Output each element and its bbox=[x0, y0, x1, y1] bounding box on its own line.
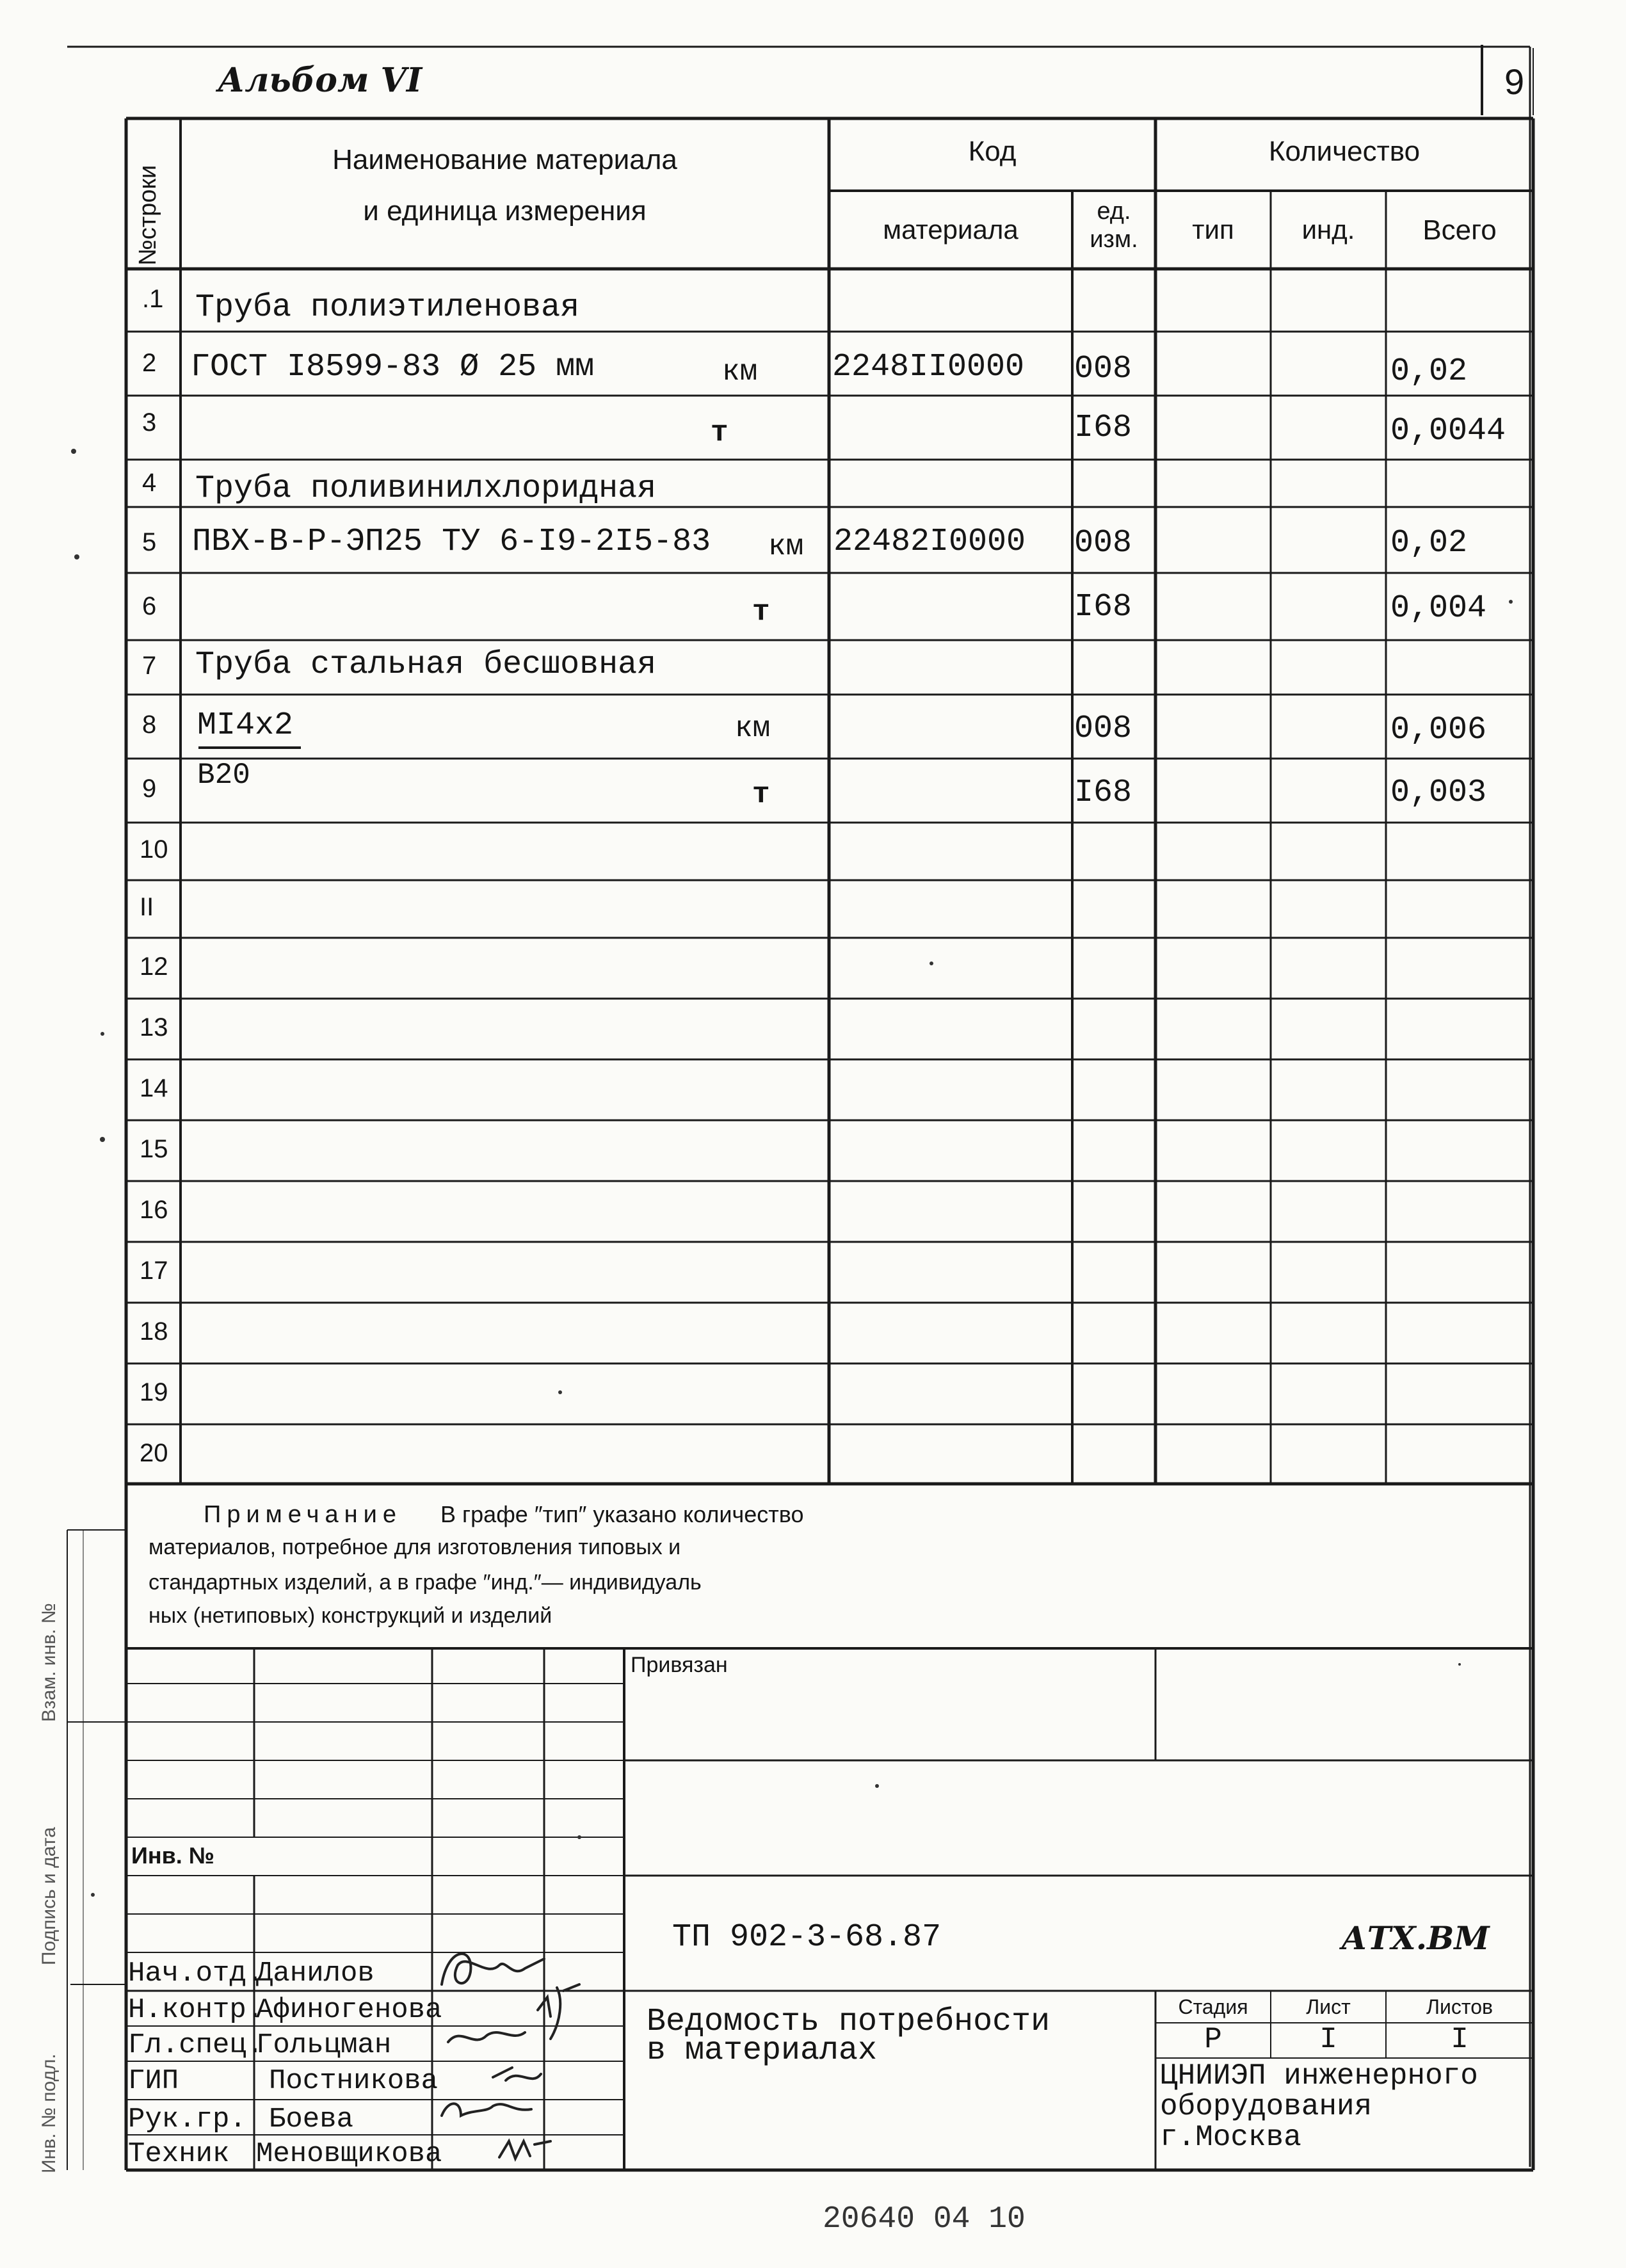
sheets-label: Листов bbox=[1426, 1995, 1493, 2018]
material-name: Труба поливинилхлоридная bbox=[195, 470, 657, 507]
column-name-line2: и единица измерения bbox=[363, 195, 647, 227]
note-line: ных (нетиповых) конструкций и изделий bbox=[149, 1604, 552, 1628]
document-title-line2: в материалах bbox=[647, 2032, 878, 2069]
row-number: 8 bbox=[142, 711, 157, 739]
row-number: II bbox=[140, 893, 154, 921]
material-name: B20 bbox=[197, 759, 250, 792]
row-number: 12 bbox=[140, 953, 168, 981]
note-line: В графе ″тип″ указано количество bbox=[440, 1501, 804, 1527]
column-unit: ед. изм. bbox=[1090, 198, 1138, 253]
role-label: Н.контр. bbox=[128, 1994, 264, 2026]
material-name: Труба стальная бесшовная bbox=[195, 647, 657, 683]
person-name: Афиногенова bbox=[256, 1994, 442, 2026]
row-number: 7 bbox=[142, 652, 157, 680]
row-number: 6 bbox=[142, 592, 157, 620]
material-name: MI4x2 bbox=[197, 707, 294, 744]
project-code: ТП 902-3-68.87 bbox=[672, 1919, 942, 1956]
row-number: .1 bbox=[142, 285, 164, 313]
person-name: Данилов bbox=[256, 1958, 374, 1990]
unit-code: 008 bbox=[1074, 351, 1132, 387]
column-name-line1: Наименование материала bbox=[332, 144, 677, 175]
unit-code: I68 bbox=[1074, 775, 1132, 811]
document-title-line1: Ведомость потребности bbox=[647, 2004, 1050, 2040]
column-quantity: Количество bbox=[1268, 136, 1421, 167]
quantity-total: 0,006 bbox=[1390, 712, 1487, 748]
margin-signature-date: Подпись и дата bbox=[38, 1827, 60, 1965]
row-number: 13 bbox=[140, 1013, 168, 1042]
row-number: 18 bbox=[140, 1317, 168, 1346]
person-name: Боева bbox=[269, 2103, 354, 2135]
page-number: 9 bbox=[1504, 61, 1525, 102]
row-number: 4 bbox=[142, 469, 157, 497]
row-number: 16 bbox=[140, 1196, 168, 1224]
material-name: ПВХ-В-Р-ЭП25 ТУ 6-I9-2I5-83 bbox=[192, 524, 711, 560]
column-code-material: материала bbox=[883, 214, 1018, 245]
note-line: материалов, потребное для изготовления типовых и bbox=[149, 1535, 681, 1559]
role-label: Гл.спец. bbox=[128, 2029, 264, 2061]
unit-text: км bbox=[722, 355, 758, 389]
person-name: Гольцман bbox=[256, 2029, 392, 2061]
role-label: Техник bbox=[128, 2138, 230, 2170]
quantity-total: 0,02 bbox=[1390, 353, 1468, 390]
material-code: 2248II0000 bbox=[832, 349, 1025, 385]
sheets-value: I bbox=[1451, 2023, 1469, 2056]
margin-replaced-inventory: Взам. инв. № bbox=[38, 1603, 60, 1722]
document-mark: АТХ.ВМ bbox=[1341, 1919, 1490, 1957]
quantity-total: 0,003 bbox=[1390, 775, 1487, 811]
sheet-label: Лист bbox=[1306, 1995, 1351, 2018]
row-number: 5 bbox=[142, 528, 157, 556]
row-number: 19 bbox=[140, 1378, 168, 1406]
quantity-total: 0,004 bbox=[1390, 590, 1487, 627]
unit-code: 008 bbox=[1074, 525, 1132, 561]
row-number: 10 bbox=[140, 835, 168, 864]
margin-original-inventory: Инв. № подл. bbox=[38, 2054, 60, 2173]
unit-text: т bbox=[752, 778, 770, 811]
person-name: Постникова bbox=[269, 2065, 439, 2097]
organization-line1: ЦНИИЭП инженерного bbox=[1160, 2059, 1478, 2093]
row-number: 9 bbox=[142, 775, 157, 803]
row-number: 3 bbox=[142, 408, 157, 437]
material-name: Труба полиэтиленовая bbox=[195, 289, 580, 326]
row-number: 20 bbox=[140, 1439, 168, 1467]
inventory-label: Инв. № bbox=[131, 1842, 214, 1869]
unit-text: км bbox=[768, 530, 804, 563]
material-code: 22482I0000 bbox=[833, 524, 1026, 560]
unit-code: 008 bbox=[1074, 711, 1132, 747]
role-label: ГИП bbox=[128, 2065, 179, 2097]
unit-code: I68 bbox=[1074, 589, 1132, 625]
column-qty-total: Всего bbox=[1422, 214, 1497, 246]
organization-line3: г.Москва bbox=[1160, 2121, 1301, 2154]
row-number: 2 bbox=[142, 349, 157, 377]
stage-label: Стадия bbox=[1178, 1995, 1248, 2018]
note-title: Примечание bbox=[204, 1501, 402, 1528]
sheet-value: I bbox=[1319, 2023, 1337, 2056]
role-label: Нач.отд. bbox=[128, 1958, 264, 1990]
organization-line2: оборудования bbox=[1160, 2090, 1372, 2123]
row-number: 15 bbox=[140, 1135, 168, 1163]
person-name: Меновщикова bbox=[256, 2138, 442, 2170]
unit-code: I68 bbox=[1074, 410, 1132, 446]
row-number: 14 bbox=[140, 1074, 168, 1102]
quantity-total: 0,02 bbox=[1390, 525, 1468, 561]
column-code: Код bbox=[968, 136, 1017, 167]
bound-label: Привязан bbox=[631, 1653, 728, 1677]
column-qty-type: тип bbox=[1192, 214, 1234, 245]
stage-value: Р bbox=[1204, 2023, 1222, 2056]
quantity-total: 0,0044 bbox=[1390, 413, 1506, 449]
unit-text: км bbox=[735, 712, 771, 745]
album-label: Альбом VI bbox=[218, 61, 423, 100]
column-qty-ind: инд. bbox=[1301, 214, 1355, 245]
material-name: ГОСТ I8599-83 Ø 25 мм bbox=[191, 349, 595, 385]
unit-text: т bbox=[752, 595, 770, 629]
row-number: 17 bbox=[140, 1257, 168, 1285]
role-label: Рук.гр. bbox=[128, 2103, 246, 2135]
note-line: стандартных изделий, а в графе ″инд.″— индивидуаль bbox=[149, 1570, 702, 1595]
column-row-number: №строки bbox=[134, 165, 161, 266]
archive-number: 20640 04 10 bbox=[823, 2202, 1026, 2237]
unit-text: т bbox=[711, 416, 728, 449]
